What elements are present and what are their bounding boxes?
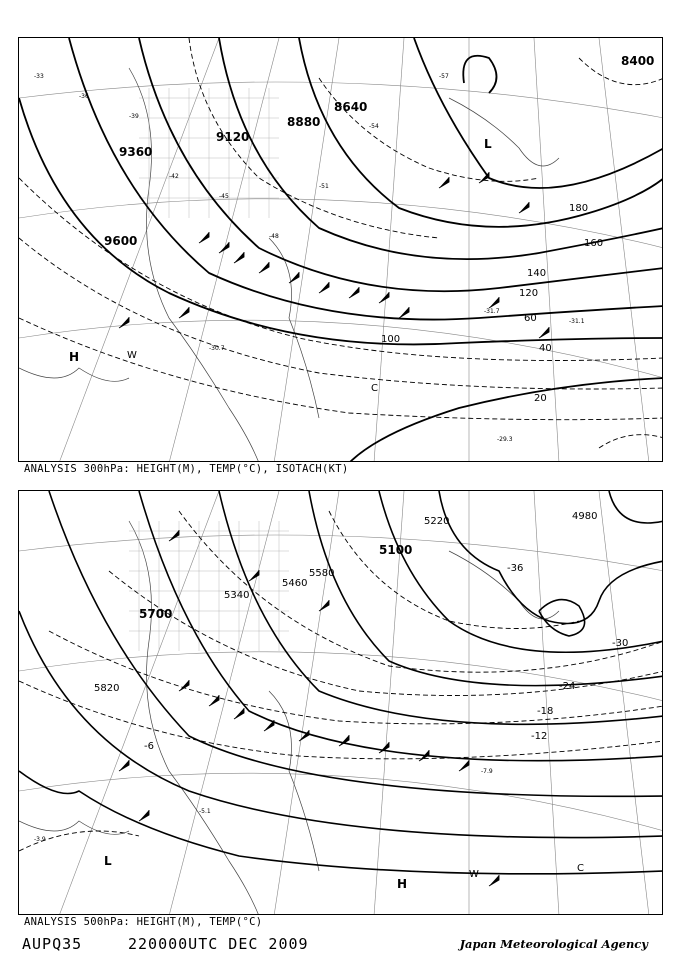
isotach-label: 60 <box>524 313 537 324</box>
height-label: 5220 <box>424 516 450 527</box>
temperature-label: -39 <box>129 113 139 120</box>
height-label: 9600 <box>104 234 138 248</box>
height-label: 5340 <box>224 590 250 601</box>
temperature-label: -30 <box>612 638 629 649</box>
valid-time: 220000UTC DEC 2009 <box>128 935 309 953</box>
temperature-label: -3.9 <box>34 836 46 843</box>
height-label: 5580 <box>309 568 335 579</box>
chart-300hpa <box>18 37 663 462</box>
agency-name: Japan Meteorological Agency <box>459 937 648 951</box>
chart-500hpa <box>18 490 663 915</box>
chart-300hpa-caption: ANALYSIS 300hPa: HEIGHT(M), TEMP(°C), ISOTACH(KT) <box>24 463 349 475</box>
height-label: 9360 <box>119 145 153 159</box>
height-label: 8880 <box>287 115 321 129</box>
height-label: 5100 <box>379 543 413 557</box>
height-label: 4980 <box>572 511 598 522</box>
temperature-label: -30.7 <box>209 345 225 352</box>
warm-center: W <box>127 350 137 361</box>
lat-lon-grid <box>19 491 663 915</box>
temperature-label: -42 <box>169 173 179 180</box>
height-label: 8400 <box>621 54 655 68</box>
temperature-label: -7.9 <box>481 768 493 775</box>
height-label: 8640 <box>334 100 368 114</box>
chart-500hpa-map <box>19 491 663 915</box>
temperature-label: -6 <box>144 741 154 752</box>
isotach-label: 100 <box>381 334 401 345</box>
height-label: 5460 <box>282 578 308 589</box>
isotach-label: 140 <box>527 268 547 279</box>
isotach-label: 40 <box>539 343 552 354</box>
terrain-hatching <box>129 521 289 651</box>
temperature-label: -18 <box>537 706 554 717</box>
temperature-label: -51 <box>319 183 329 190</box>
temperature-label: -36 <box>79 93 89 100</box>
isotach-label: 120 <box>519 288 539 299</box>
temperature-label: -24 <box>559 681 576 692</box>
temperature-label: -54 <box>369 123 379 130</box>
high-pressure-center: H <box>69 350 80 364</box>
temperature-label: -12 <box>531 731 548 742</box>
isotach-label: 160 <box>584 238 604 249</box>
temperature-label: -48 <box>269 233 279 240</box>
chart-code: AUPQ35 <box>22 935 83 953</box>
high-pressure-center: H <box>397 877 408 891</box>
low-pressure-center: L <box>104 854 112 868</box>
low-pressure-center: L <box>484 137 492 151</box>
height-label: 5820 <box>94 683 120 694</box>
temperature-label: -5.1 <box>199 808 211 815</box>
isotach-label: 20 <box>534 393 547 404</box>
chart-500hpa-caption: ANALYSIS 500hPa: HEIGHT(M), TEMP(°C) <box>24 916 263 928</box>
temperature-label: -45 <box>219 193 229 200</box>
wind-barbs <box>119 530 499 886</box>
temperature-label: -36 <box>507 563 524 574</box>
warm-center: W <box>469 869 479 880</box>
temperature-label: -33 <box>34 73 44 80</box>
temperature-label: -57 <box>439 73 449 80</box>
height-label: 9120 <box>216 130 250 144</box>
height-label: 5700 <box>139 607 173 621</box>
isotach-label: 180 <box>569 203 589 214</box>
cold-center: C <box>577 863 584 874</box>
temperature-label: -31.1 <box>569 318 585 325</box>
chart-300hpa-map <box>19 38 663 462</box>
cold-center: C <box>371 383 378 394</box>
temperature-label: -31.7 <box>484 308 500 315</box>
temperature-label: -29.3 <box>497 436 513 443</box>
